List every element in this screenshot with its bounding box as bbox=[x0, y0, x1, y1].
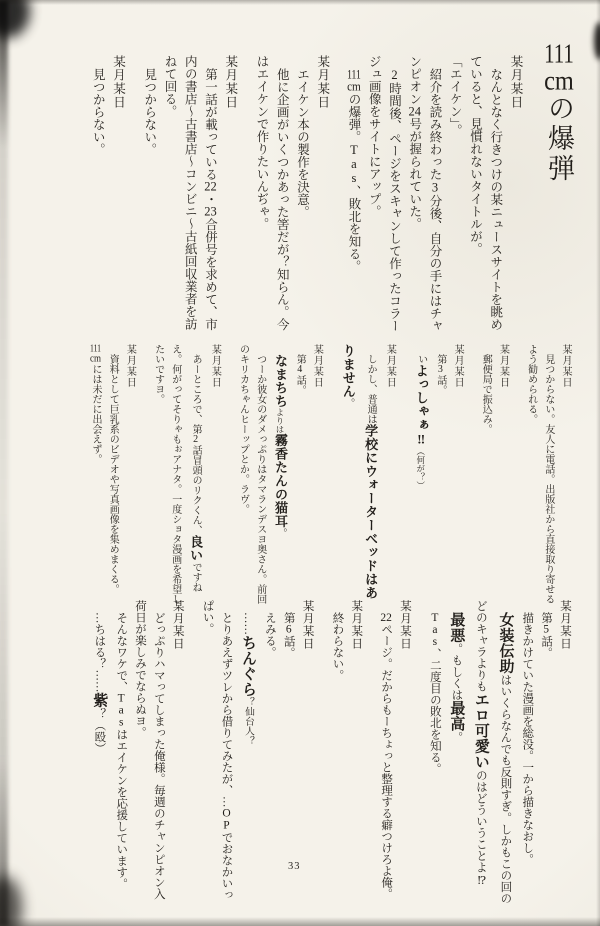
text-segment: 22 bbox=[204, 180, 217, 193]
entry-paragraph bbox=[344, 55, 364, 340]
text-segment: には未だに出会えず。 bbox=[90, 364, 102, 464]
text-segment: cm bbox=[347, 80, 361, 93]
entry-date: 某月某日 bbox=[315, 55, 330, 109]
emphasized-text: 女装伝助 bbox=[497, 611, 514, 674]
text-segment: 話。 bbox=[282, 635, 295, 658]
text-segment: ですねえ。何がってそりゃもぉアナタ。一度ショタ漫画を希望したいですヨ。 bbox=[152, 344, 202, 604]
text-segment: 分後、自分の手にはチャンピオン bbox=[407, 55, 442, 332]
scan-edge-right-shadow bbox=[596, 0, 600, 926]
text-segment: 22 bbox=[380, 611, 392, 623]
text-segment: の爆弾 bbox=[544, 94, 574, 184]
text-segment: 紹介を読み終わった bbox=[427, 67, 442, 180]
entry-paragraph bbox=[336, 344, 381, 604]
text-band-middle bbox=[16, 344, 574, 604]
text-segment: 合併号を求めて、市内の書店～古書店～コンビニ～古紙回収業者を訪ねて回る。 bbox=[162, 55, 218, 330]
entry-paragraph bbox=[198, 600, 236, 908]
entry-date: 某月某日 bbox=[497, 344, 509, 388]
text-segment: 第 bbox=[294, 354, 306, 364]
text-segment: そんなワケで、 bbox=[115, 611, 128, 692]
text-segment: 。 bbox=[450, 730, 463, 743]
text-segment: でおなかいっぱい。 bbox=[201, 600, 233, 900]
page-number: 33 bbox=[288, 861, 301, 872]
text-segment: 時間後、ページをスキャンして作ったコラージュ画像をサイトにアップ。 bbox=[367, 55, 402, 332]
entry-paragraph bbox=[160, 55, 221, 340]
entry-paragraph bbox=[88, 55, 108, 340]
text-segment: …… bbox=[242, 611, 254, 635]
entry-date: 某月某日 bbox=[171, 600, 184, 650]
emphasized-text: 学校にウォーターベッドはありません bbox=[340, 344, 379, 600]
text-segment: 、敗北を知る。 bbox=[346, 184, 361, 272]
entry-paragraph bbox=[235, 600, 260, 908]
text-segment: 第 bbox=[434, 354, 446, 364]
diary-entry bbox=[252, 40, 333, 340]
text-segment: ？仙台人？ bbox=[243, 696, 254, 746]
entry-paragraph bbox=[404, 55, 445, 340]
emphasized-text: 良い bbox=[188, 535, 204, 562]
text-segment: えみる。 bbox=[263, 611, 276, 658]
text-segment: 他に企画がいくつかあった筈だが？知らん。今はエイケンで作りたいんぢゃ。 bbox=[254, 55, 290, 330]
scan-edge-top-shadow bbox=[0, 0, 600, 5]
text-segment: 4 bbox=[294, 364, 306, 375]
entry-paragraph bbox=[376, 600, 395, 908]
text-segment: Tas bbox=[346, 142, 361, 185]
text-segment: エイケン本の製作を決意。 bbox=[295, 67, 310, 218]
text-segment: い bbox=[415, 354, 427, 364]
entry-date: 某月某日 bbox=[399, 600, 412, 650]
emphasized-text: ちんぐら bbox=[240, 634, 256, 697]
text-segment: Tas bbox=[428, 611, 441, 648]
entry-paragraph bbox=[445, 55, 465, 340]
entry-paragraph bbox=[536, 600, 555, 908]
text-segment: よりは bbox=[275, 408, 286, 434]
text-segment: ？（殴） bbox=[93, 707, 106, 754]
emphasized-text: エロ可愛い bbox=[472, 692, 489, 770]
text-segment: 見つからない。 bbox=[142, 67, 157, 155]
entry-paragraph bbox=[465, 55, 506, 340]
diary-entry bbox=[139, 40, 240, 340]
diary-entry bbox=[234, 344, 325, 604]
text-band-top bbox=[16, 40, 574, 340]
text-segment: 第 bbox=[540, 611, 553, 623]
text-segment: どっぷりハマってしまった俺様。毎週のチャンピオン入荷日が楽しみでならぬヨ。 bbox=[134, 600, 165, 899]
entry-date: 某月某日 bbox=[384, 344, 396, 388]
text-segment: 111 bbox=[544, 40, 574, 67]
text-segment: 第 bbox=[282, 611, 295, 623]
emphasized-text: よっしゃぁ‼ bbox=[413, 364, 429, 447]
text-segment: 。もしくは bbox=[450, 642, 463, 700]
diary-entry bbox=[477, 344, 511, 604]
text-segment: 3 bbox=[434, 364, 446, 375]
emphasized-text: 霧香たんの猫耳 bbox=[273, 433, 289, 528]
text-segment: 24 bbox=[408, 105, 421, 118]
text-segment: Tas bbox=[115, 692, 128, 728]
entry-date: 某月某日 bbox=[311, 344, 323, 388]
emphasized-text: 紫 bbox=[91, 692, 108, 708]
text-segment: の爆弾。 bbox=[346, 92, 361, 143]
text-segment: 第一話が載っている bbox=[203, 67, 218, 180]
entry-paragraph bbox=[364, 55, 405, 340]
text-segment: …ちはる？…… bbox=[93, 611, 106, 692]
entry-paragraph bbox=[468, 600, 517, 908]
diary-entry bbox=[149, 344, 223, 604]
text-segment: 111 bbox=[90, 344, 102, 354]
text-segment: はエイケンを応援しています。 bbox=[115, 728, 128, 889]
text-segment: 23 bbox=[204, 205, 217, 218]
entry-date: 某月某日 bbox=[559, 600, 571, 650]
diary-entry bbox=[522, 344, 574, 604]
text-segment: cm bbox=[544, 67, 574, 94]
diary-entry bbox=[344, 40, 526, 340]
diary-entry bbox=[328, 600, 366, 908]
text-segment: 話。 bbox=[540, 635, 553, 658]
entry-date: 某月某日 bbox=[124, 344, 136, 388]
entry-date: 某月某日 bbox=[452, 344, 464, 388]
scan-edge-left-shadow bbox=[0, 0, 8, 926]
entry-paragraph bbox=[139, 55, 159, 340]
entry-paragraph bbox=[111, 600, 130, 908]
scan-edge-bottom-shadow bbox=[0, 917, 600, 926]
text-segment: 「エイケン」。 bbox=[448, 55, 463, 137]
text-segment: はいくらなんでも反則すぎ。しかもこの回のどのキャラよりも bbox=[474, 600, 512, 904]
text-segment: なんとなく行きつけの某ニュースサイトを眺めていると、見慣れないタイトルが。 bbox=[468, 55, 503, 330]
text-segment: 3 bbox=[427, 180, 442, 194]
text-segment: 見つからない。 bbox=[91, 67, 106, 155]
diary-entry bbox=[87, 344, 139, 604]
entry-paragraph bbox=[522, 344, 556, 604]
text-segment: 描きかけていた漫画を総没。一から描きなおし。 bbox=[521, 611, 534, 865]
entry-date: 某月某日 bbox=[223, 55, 238, 109]
diary-entry bbox=[87, 600, 187, 908]
text-segment: のはどういうことよ⁉ bbox=[474, 769, 487, 887]
diary-entry bbox=[376, 600, 414, 908]
text-segment: cm bbox=[90, 354, 102, 364]
diary-entry bbox=[409, 344, 466, 604]
entry-paragraph bbox=[291, 344, 308, 604]
entry-date: 某月某日 bbox=[301, 600, 314, 650]
entry-date: 某月某日 bbox=[111, 55, 126, 109]
entry-date: 某月某日 bbox=[209, 344, 221, 388]
emphasized-text: 最悪 bbox=[448, 611, 465, 643]
entry-paragraph bbox=[252, 55, 293, 340]
emphasized-text: なまちち bbox=[273, 354, 289, 408]
text-segment: 見つからない。友人に電話。出版社から直接取り寄せるよう勧められる。 bbox=[525, 344, 554, 604]
text-segment: とりあえずツレから借りてみたが、… bbox=[220, 611, 233, 807]
entry-paragraph bbox=[269, 344, 291, 604]
entry-paragraph bbox=[444, 600, 469, 908]
text-segment: 2 bbox=[190, 434, 202, 445]
diary-entry bbox=[425, 600, 574, 908]
text-segment: 2 bbox=[387, 67, 402, 82]
title-text bbox=[543, 40, 574, 340]
text-segment: 話。 bbox=[434, 375, 446, 395]
entry-paragraph bbox=[517, 600, 536, 908]
text-segment: ページ。だからもーちょっと整理する癖つけろよ俺。 bbox=[380, 623, 393, 899]
text-segment: 終わらない。 bbox=[331, 611, 344, 681]
text-segment: つーか彼女のダメっぷりはタマランデスヨ奥さん。前回のキリカちゃんヒーップとか。ラヴ。 bbox=[237, 344, 266, 604]
text-segment: 資料として巨乳系のビデオや写真画像を集めまくる。 bbox=[107, 354, 119, 594]
entry-paragraph bbox=[87, 344, 121, 604]
entry-paragraph bbox=[477, 344, 494, 604]
text-segment: 話。 bbox=[294, 375, 306, 395]
entry-paragraph bbox=[260, 600, 279, 908]
text-segment: 話冒頭のリクくん、 bbox=[190, 445, 202, 535]
entry-paragraph bbox=[409, 344, 431, 604]
entry-paragraph bbox=[328, 600, 347, 908]
scan-corner-top-left-mark bbox=[0, 0, 30, 38]
text-segment: 6 bbox=[282, 623, 295, 635]
text-segment: 。 bbox=[342, 398, 354, 408]
doujin-title bbox=[543, 40, 574, 340]
entry-paragraph bbox=[130, 600, 168, 908]
entry-paragraph bbox=[149, 344, 206, 604]
entry-date: 某月某日 bbox=[560, 344, 571, 388]
text-segment: （何が？） bbox=[415, 447, 426, 490]
emphasized-text: 最高 bbox=[448, 699, 465, 731]
entry-paragraph bbox=[432, 344, 449, 604]
scan-right-edge-mark bbox=[594, 22, 600, 60]
diary-entry bbox=[336, 344, 398, 604]
text-segment: OP bbox=[220, 807, 233, 831]
entry-date: 某月某日 bbox=[350, 600, 363, 650]
text-segment: 号が握られていた。 bbox=[407, 117, 422, 230]
diary-entry bbox=[88, 40, 129, 340]
entry-date: 某月某日 bbox=[508, 55, 523, 109]
text-segment: 、二度目の敗北を知る。 bbox=[428, 647, 441, 774]
entry-paragraph bbox=[292, 55, 312, 340]
text-segment: 5 bbox=[540, 623, 553, 635]
entry-paragraph bbox=[234, 344, 268, 604]
text-segment: しかし、普通は bbox=[365, 354, 377, 424]
text-segment: 。 bbox=[275, 528, 287, 538]
entry-paragraph bbox=[87, 600, 112, 908]
text-segment: 111 bbox=[347, 67, 361, 80]
text-segment: ・ bbox=[203, 192, 218, 205]
entry-paragraph bbox=[425, 600, 444, 908]
text-segment: 郵便局で振込み。 bbox=[480, 354, 492, 434]
text-segment: あーところで、第 bbox=[190, 354, 202, 434]
